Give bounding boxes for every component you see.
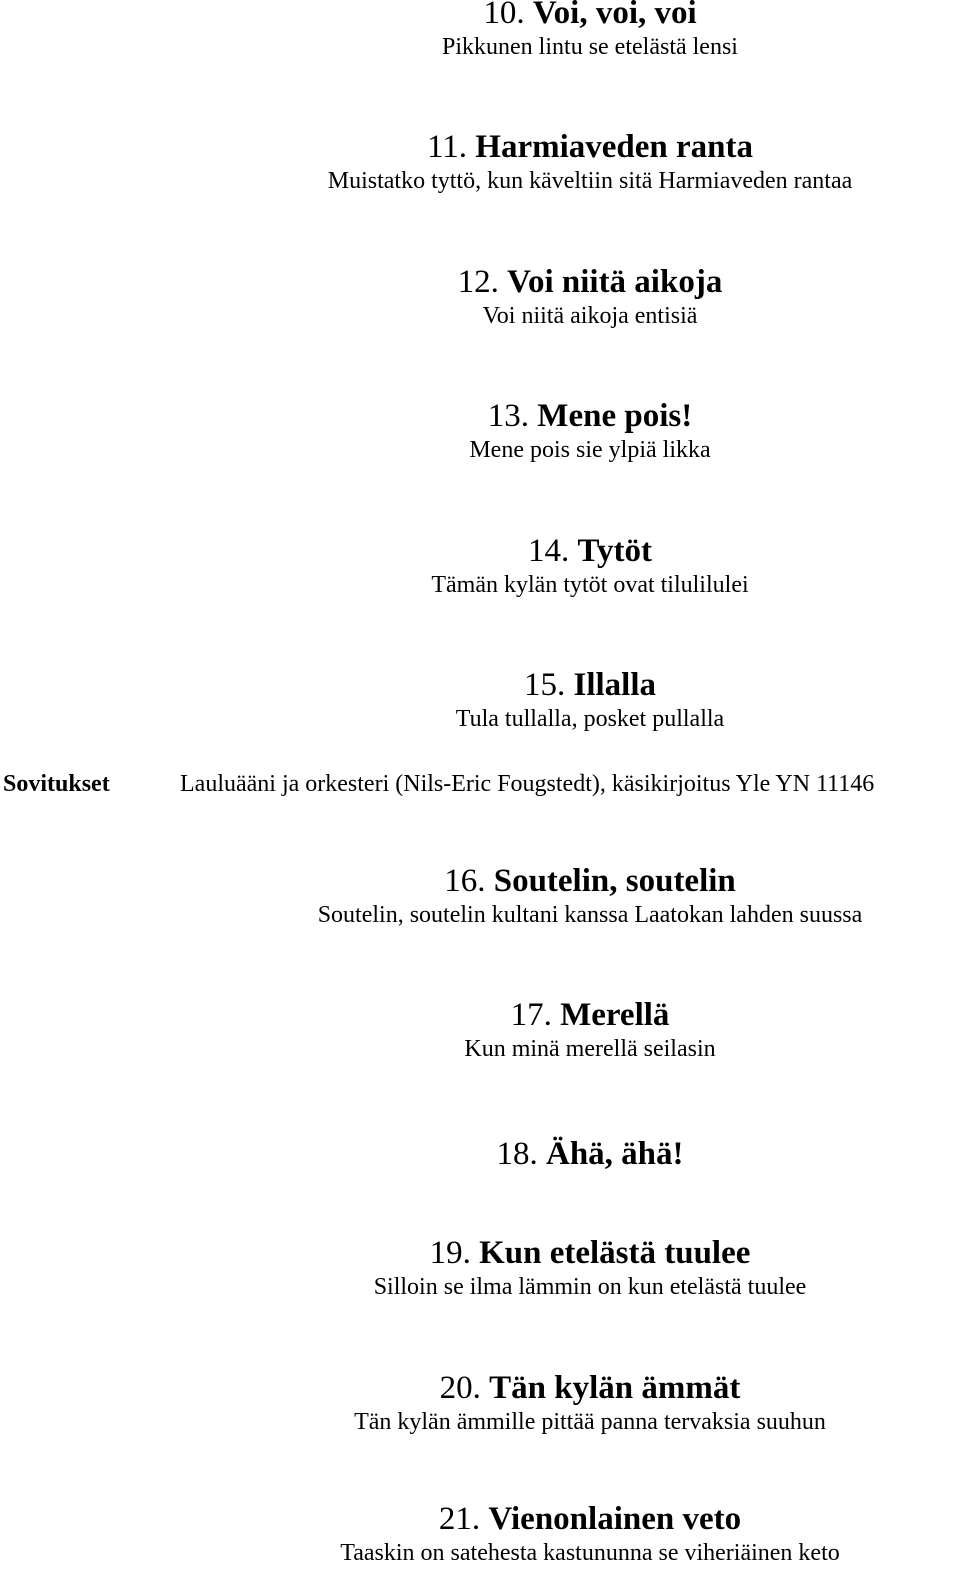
song-first-line: Kun minä merellä seilasin — [464, 1036, 716, 1062]
song-number: 16. — [444, 863, 486, 899]
song-name: Soutelin, soutelin — [493, 863, 736, 899]
song-title — [100, 666, 960, 704]
song-number: 12. — [457, 264, 499, 300]
song-first-line: Pikkunen lintu se etelästä lensi — [442, 34, 738, 60]
song-name: Illalla — [573, 667, 657, 703]
song-first-line: Tän kylän ämmille pittää panna tervaksia suuhun — [354, 1409, 826, 1435]
song-first-line: Tula tullalla, posket pullalla — [455, 706, 725, 732]
song-number: 17. — [510, 997, 552, 1033]
song-name: Merellä — [560, 997, 670, 1033]
song-name: Voi niitä aikoja — [507, 264, 723, 300]
arrangements-text: Lauluääni ja orkesteri (Nils-Eric Fougstedt), käsikirjoitus Yle YN 11146 — [180, 771, 875, 797]
song-first-line: Silloin se ilma lämmin on kun etelästä tuulee — [373, 1274, 807, 1300]
song-name: Mene pois! — [537, 398, 693, 434]
song-number: 21. — [438, 1501, 481, 1537]
song-title — [100, 263, 960, 301]
song-number: 14. — [527, 533, 570, 569]
song-first-line: Muistatko tyttö, kun käveltiin sitä Harmiaveden rantaa — [327, 168, 853, 194]
song-title — [100, 128, 960, 166]
song-entry — [100, 1500, 960, 1567]
song-title — [100, 996, 960, 1034]
song-entry — [100, 0, 960, 61]
song-entry — [100, 1369, 960, 1436]
song-entry — [100, 862, 960, 929]
song-entry — [100, 397, 960, 464]
song-title — [100, 862, 960, 900]
song-name: Tytöt — [577, 533, 653, 569]
song-title — [100, 0, 960, 32]
song-name: Voi, voi, voi — [532, 0, 697, 31]
song-title — [100, 1500, 960, 1538]
song-number: 10. — [483, 0, 525, 31]
song-first-line: Soutelin, soutelin kultani kanssa Laatokan lahden suussa — [317, 902, 863, 928]
song-title — [100, 1369, 960, 1407]
song-number: 11. — [427, 129, 468, 165]
song-name: Harmiaveden ranta — [475, 129, 753, 165]
song-entry — [100, 532, 960, 599]
song-first-line: Voi niitä aikoja entisiä — [482, 303, 698, 329]
song-entry — [100, 996, 960, 1063]
song-title — [100, 1135, 960, 1173]
song-name: Ähä, ähä! — [545, 1136, 684, 1172]
song-name: Vienonlainen veto — [488, 1501, 742, 1537]
song-number: 13. — [487, 398, 530, 434]
song-number: 19. — [429, 1235, 471, 1271]
song-title — [100, 1234, 960, 1272]
song-entry — [100, 128, 960, 195]
song-entry — [100, 263, 960, 330]
song-entry — [100, 666, 960, 733]
arrangements-label: Sovitukset — [3, 771, 110, 797]
song-number: 20. — [439, 1370, 481, 1406]
song-first-line: Mene pois sie ylpiä likka — [469, 437, 711, 463]
song-entry — [100, 1135, 960, 1173]
song-entry — [100, 1234, 960, 1301]
song-number: 15. — [523, 667, 566, 703]
song-title — [100, 397, 960, 435]
song-title — [100, 532, 960, 570]
song-first-line: Taaskin on satehesta kastununna se viheriäinen keto — [340, 1540, 840, 1566]
song-name: Tän kylän ämmät — [489, 1370, 741, 1406]
song-name: Kun etelästä tuulee — [479, 1235, 751, 1271]
song-first-line: Tämän kylän tytöt ovat tilulilulei — [431, 572, 749, 598]
song-number: 18. — [496, 1136, 538, 1172]
